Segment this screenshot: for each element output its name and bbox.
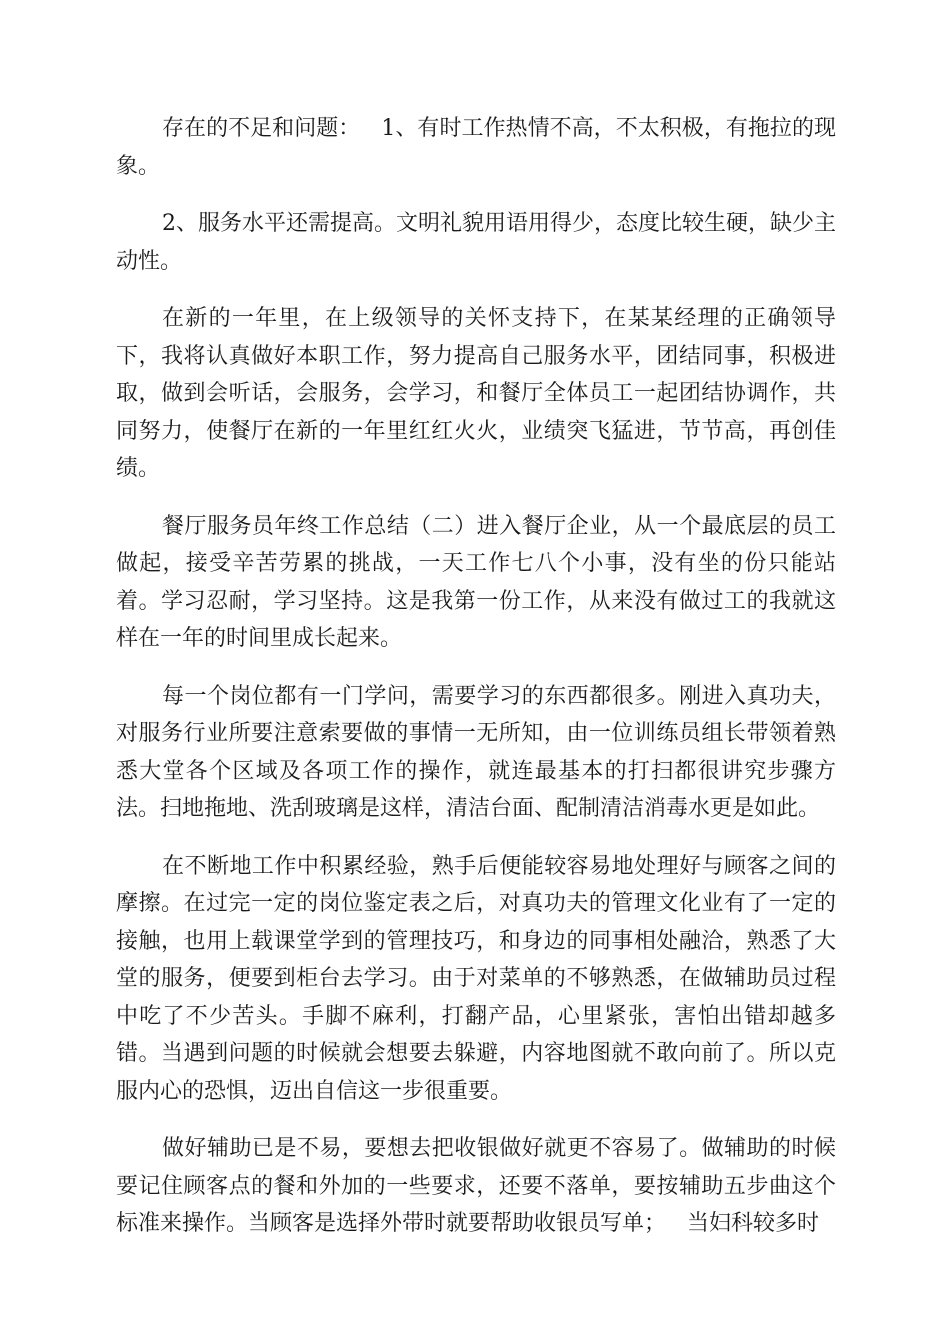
paragraph-experience: 在不断地工作中积累经验，熟手后便能较容易地处理好与顾客之间的摩擦。在过完一定的岗位鉴定表之后，对真功夫的管理文化业有了一定的接触，也用上载课堂学到的管理技巧，和身边的同事相处融洽，熟悉了大堂的服务，便要到柜台去学习。由于对菜单的不够熟悉，在做辅助员过程中吃了不少苦头。手脚不麻利，打翻产品，心里紧张，害怕出错却越多错。当遇到问题的时候就会想要去躲避，内容地图就不敢向前了。所以克服内心的恐惧，迈出自信这一步很重要。 [116,853,836,1104]
paragraph-assistant-cashier: 做好辅助已是不易，要想去把收银做好就更不容易了。做辅助的时候要记住顾客点的餐和外加的一些要求，还要不落单，要按辅助五步曲这个标准来操作。当顾客是选择外带时就要帮助收银员写单； 当妇科较多时 [116,1136,836,1236]
paragraph-shortcomings: 存在的不足和问题： 1、有时工作热情不高，不太积极，有拖拉的现象。 [116,116,836,179]
paragraph-learning-positions: 每一个岗位都有一门学问，需要学习的东西都很多。刚进入真功夫，对服务行业所要注意索要做的事情一无所知，由一位训练员组长带领着熟悉大堂各个区域及各项工作的操作，就连最基本的打扫都很讲究步骤方法。扫地拖地、洗刮玻璃是这样，清洁台面、配制清洁消毒水更是如此。 [116,683,836,821]
paragraph-summary-two-intro: 餐厅服务员年终工作总结（二）进入餐厅企业，从一个最底层的员工做起，接受辛苦劳累的挑战，一天工作七八个小事，没有坐的份只能站着。学习忍耐，学习坚持。这是我第一份工作，从来没有做过工的我就这样在一年的时间里成长起来。 [116,513,836,651]
document-body [116,110,836,1263]
paragraph-new-year-plan: 在新的一年里，在上级领导的关怀支持下，在某某经理的正确领导下，我将认真做好本职工作，努力提高自己服务水平，团结同事，积极进取，做到会听话，会服务，会学习，和餐厅全体员工一起团结协调作，共同努力，使餐厅在新的一年里红红火火，业绩突飞猛进，节节高，再创佳绩。 [116,306,836,481]
paragraph-service-level: 2、服务水平还需提高。文明礼貌用语用得少，态度比较生硬，缺少主动性。 [116,211,836,274]
